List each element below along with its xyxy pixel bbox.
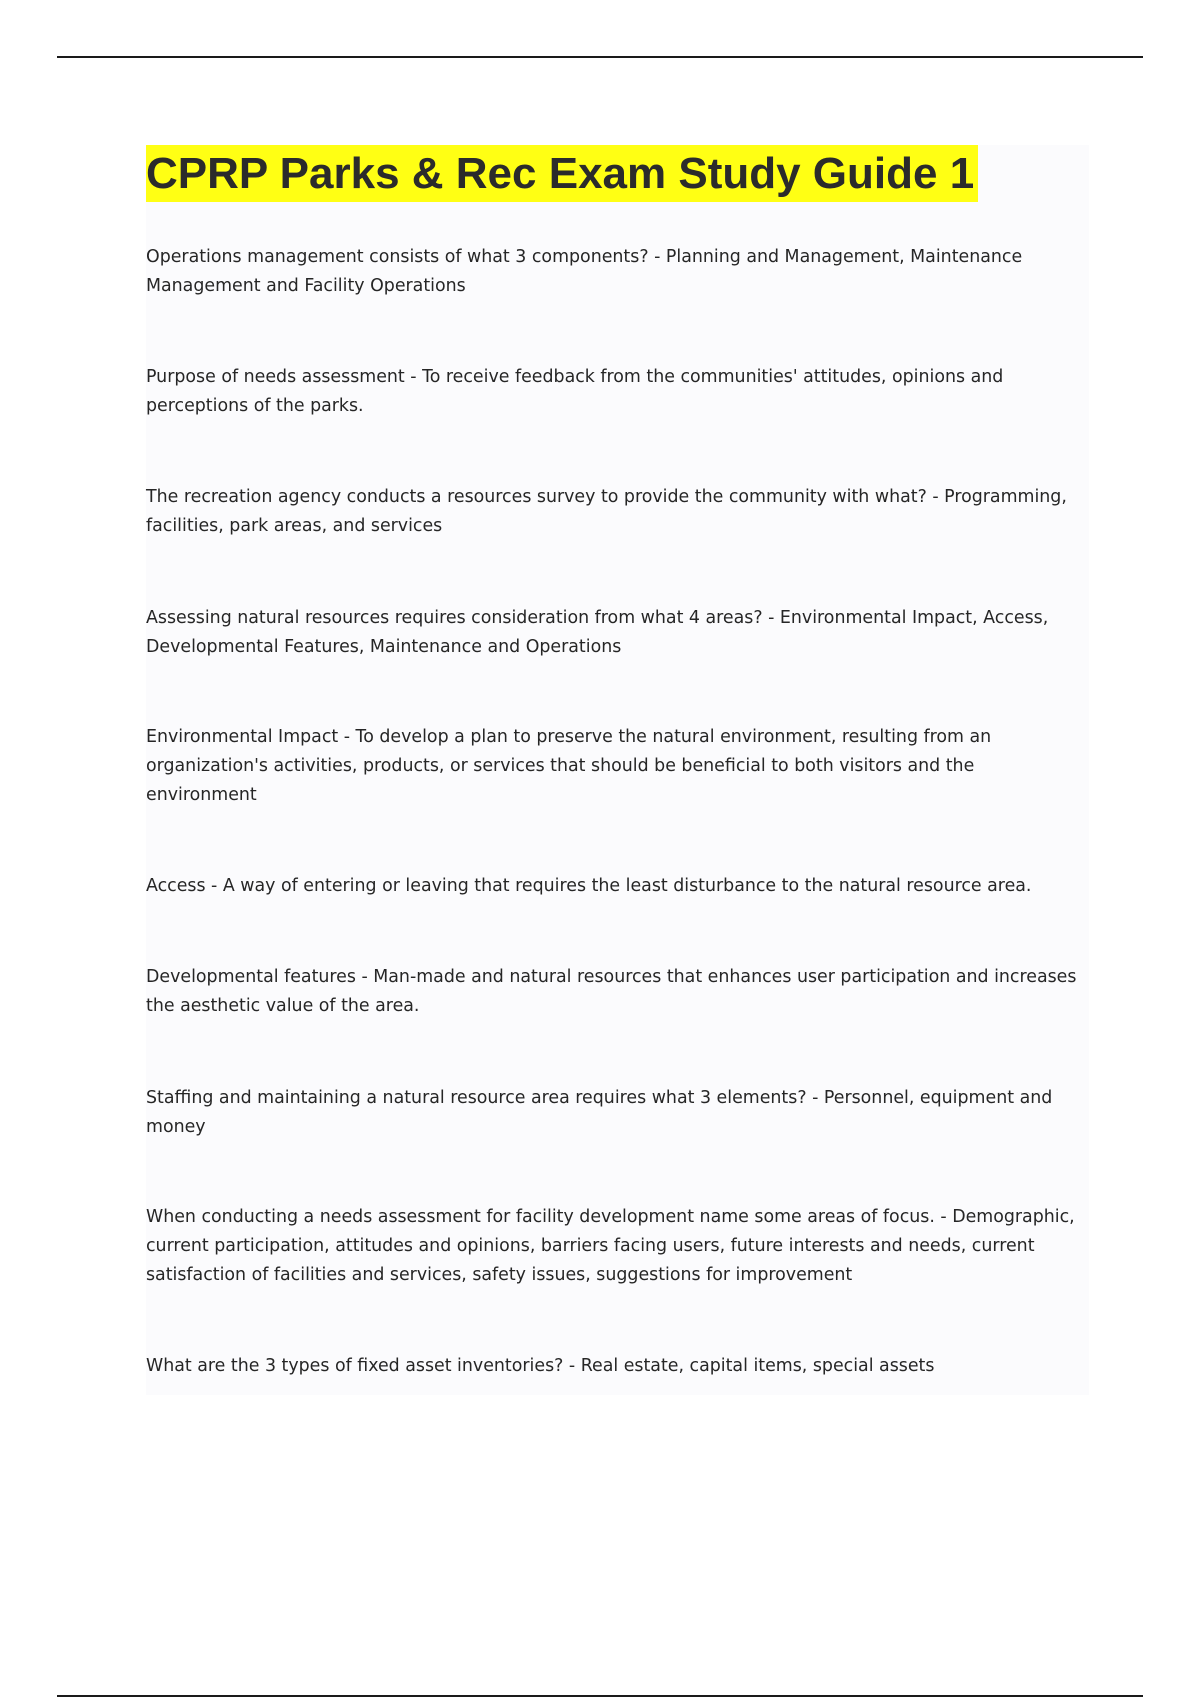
bottom-horizontal-rule (57, 1695, 1143, 1697)
study-entry: The recreation agency conducts a resources survey to provide the community with what? - Programming, facilities, park areas, and services (146, 487, 1067, 536)
document-title: CPRP Parks & Rec Exam Study Guide 1 (146, 145, 978, 202)
study-entry: Environmental Impact - To develop a plan to preserve the natural environment, resulting from an organization's activities, products, or services that should be beneficial to both visitors and the environment (146, 727, 992, 805)
title-block (146, 145, 1089, 202)
study-entry: What are the 3 types of fixed asset inventories? - Real estate, capital items, special assets (146, 1356, 935, 1376)
study-entry: Staffing and maintaining a natural resource area requires what 3 elements? - Personnel, equipment and money (146, 1088, 1053, 1137)
document-body (146, 145, 1089, 1395)
study-entry: Operations management consists of what 3 components? - Planning and Management, Maintenance Management and Facility Operations (146, 247, 1023, 296)
study-entry: Access - A way of entering or leaving that requires the least disturbance to the natural resource area. (146, 876, 1032, 896)
study-entry: When conducting a needs assessment for facility development name some areas of focus. - Demographic, current participation, attitudes and opinions, barriers facing users, future interests and needs, current satisfaction of facilities and services, safety issues, suggestions for improvement (146, 1207, 1075, 1285)
study-entry: Assessing natural resources requires consideration from what 4 areas? - Environmental Impact, Access, Developmental Features, Maintenance and Operations (146, 608, 1049, 657)
study-entry: Developmental features - Man-made and natural resources that enhances user participation and increases the aesthetic value of the area. (146, 967, 1077, 1016)
top-horizontal-rule (57, 56, 1143, 58)
study-entry: Purpose of needs assessment - To receive feedback from the communities' attitudes, opinions and perceptions of the parks. (146, 367, 1004, 416)
